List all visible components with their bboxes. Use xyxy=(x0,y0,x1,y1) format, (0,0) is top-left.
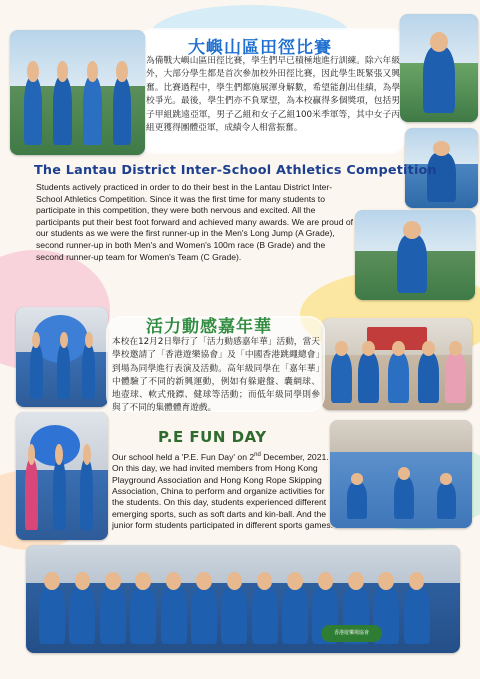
carnival-photo-guests xyxy=(322,318,472,410)
carnival-photo-court xyxy=(330,420,472,528)
athletics-cn-body: 為備戰大嶼山區田徑比賽，學生們早已積極地進行訓練。除六年級外，大部分學生都是首次參加校外田徑比賽，因此學生既緊張又興奮。比賽過程中，學生們都施展渾身解數，希望能創出佳績，為學校爭光。最後，學生們亦不負眾望，為本校贏得多個獎項，包括男子甲組跳遠亞軍，男子乙組和女子乙組100米季軍等，其中女子丙組更獲得團體亞軍，成績令人相當振奮。 xyxy=(146,56,400,134)
athletics-en-title: The Lantau District Inter-School Athletics Competition xyxy=(34,163,437,178)
athletics-photo-girl-1 xyxy=(400,14,478,122)
carnival-photo-ball-2 xyxy=(16,412,108,540)
athletics-photo-girl-2 xyxy=(355,210,475,300)
carnival-cn-body: 本校在12月2日舉行了「活力動感嘉年華」活動，當天學校邀請了「香港遊樂協會」及「中國香港跳繩總會」到場為同學進行表演及活動。高年級同學在「嘉年華」中體驗了不同的新興運動，例如有躲避盤、囊網球、地壺球、軟式飛鏢、健球等活動；而低年級同學則參與了不同的集體體育遊戲。 xyxy=(112,337,320,414)
carnival-en-body xyxy=(112,450,334,532)
carnival-en-title: P.E FUN DAY xyxy=(158,428,267,446)
photo-banner-text: 香港遊樂場協會 xyxy=(333,629,369,636)
athletics-cn-title: 大嶼山區田徑比賽 xyxy=(188,38,332,58)
athletics-en-body: Students actively practiced in order to do their best in the Lantau District Inter-School Athletics Competition. Since it was the first time for many students to participate in this competition, they were both nervous and excited. All the participants put their best foot forward and achieved many awards. We are proud of our students as we were the first runner-up in the Men's Long Jump (A Grade), second runner-up in both Men's and Women's 100m race (B Grade) and the second runner-up team for Women's Team (C Grade). xyxy=(36,182,354,262)
carnival-cn-title: 活力動感嘉年華 xyxy=(146,317,272,337)
carnival-en-body-sup: nd xyxy=(254,452,261,458)
group-photo xyxy=(26,545,460,653)
carnival-en-body-part1: Our school held a 'P.E. Fun Day' on 2 xyxy=(112,451,255,462)
athletics-photo-group xyxy=(10,30,145,155)
photo-banner xyxy=(321,625,382,642)
carnival-photo-ball-1 xyxy=(16,307,108,407)
carnival-en-body-part2: December, 2021. On this day, we had invited members from Hong Kong Playground Association and Hong Kong Rope Skipping Association, China to perform and organize activities for the students. On this day, students experienced different emerging sports, such as soft darts and kin-ball. And the junior form students participated in different sports games. xyxy=(112,451,334,531)
